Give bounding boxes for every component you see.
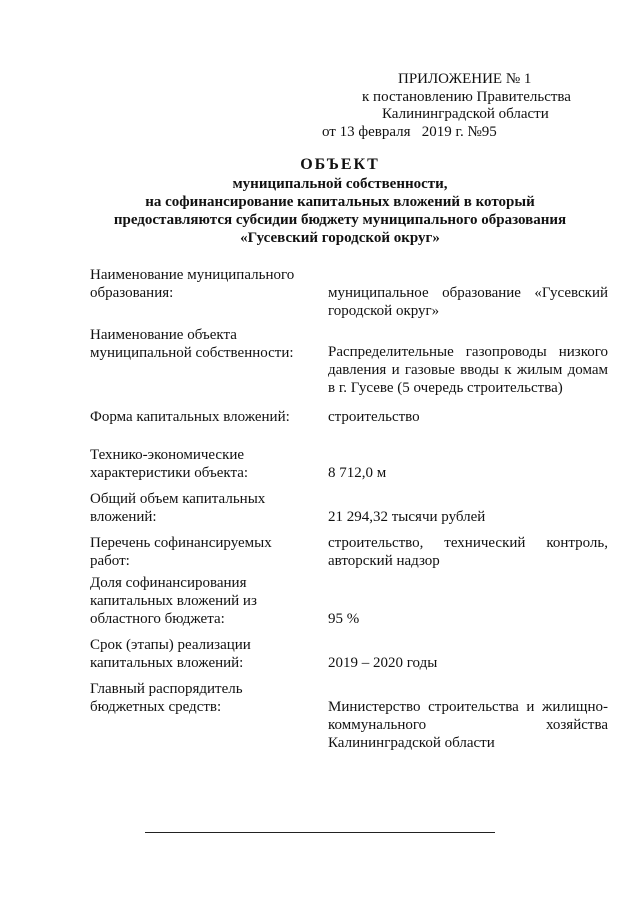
field-label [90, 266, 310, 302]
value-line: Калининградской области [328, 735, 495, 751]
title-main: ОБЪЕКТ [300, 156, 380, 173]
title-line: муниципальной собственности, [232, 176, 448, 192]
value-line: городской округ» [328, 303, 440, 319]
closing-divider-line [145, 832, 495, 833]
label-line: Перечень софинансируемых работ: [90, 535, 272, 569]
label-line: муниципальной собственности: [90, 345, 294, 361]
value-line: строительство [328, 409, 420, 425]
value-line: 8 712,0 м [328, 465, 387, 481]
value-line: Распределительные газопроводы низкого [328, 344, 608, 360]
field-value [328, 284, 608, 320]
field-value [328, 464, 608, 482]
value-line: 2019 – 2020 годы [328, 655, 438, 671]
title-line: «Гусевский городской округ» [240, 230, 440, 246]
value-line: строительство, технический контроль, [328, 535, 608, 551]
label-line: Наименование объекта [90, 327, 237, 343]
field-label [90, 446, 310, 482]
label-line: Главный распорядитель [90, 681, 243, 697]
label-line: Доля софинансирования [90, 575, 247, 591]
field-label [90, 326, 310, 362]
value-line: авторский надзор [328, 553, 440, 569]
field-label [90, 636, 310, 672]
label-line: бюджетных средств: [90, 699, 222, 715]
label-line: капитальных вложений из [90, 593, 257, 609]
value-line: давления и газовые вводы к жилым домам [328, 362, 608, 378]
appendix-title: ПРИЛОЖЕНИЕ № 1 [398, 71, 532, 87]
region-name: Калининградской области [382, 106, 549, 122]
field-value [328, 534, 608, 570]
field-value [328, 698, 608, 752]
field-value [328, 610, 608, 628]
value-line: Министерство строительства и жилищно- [328, 699, 608, 715]
field-value [328, 508, 608, 526]
label-line: Общий объем капитальных [90, 491, 266, 507]
field-label [90, 680, 310, 716]
resolution-reference: к постановлению Правительства [362, 89, 571, 105]
field-label [90, 490, 310, 526]
value-line: 21 294,32 тысячи рублей [328, 509, 486, 525]
label-line: областного бюджета: [90, 611, 225, 627]
value-line: муниципальное образование «Гусевский [328, 285, 608, 301]
field-value [328, 408, 608, 426]
label-line: Наименование муниципального [90, 267, 295, 283]
label-line: характеристики объекта: [90, 465, 249, 481]
title-line: предоставляются субсидии бюджету муниципального образования [113, 212, 567, 228]
value-line: 95 % [328, 611, 360, 627]
field-label [90, 574, 310, 628]
label-line: образования: [90, 285, 174, 301]
field-value [328, 343, 608, 397]
value-line: коммунального хозяйства [328, 717, 608, 733]
label-line: Срок (этапы) реализации [90, 637, 251, 653]
field-label [90, 408, 310, 426]
label-line: капитальных вложений: [90, 655, 244, 671]
field-value [328, 654, 608, 672]
document-title [60, 155, 620, 247]
label-line: Технико-экономические [90, 447, 245, 463]
title-line: на софинансирование капитальных вложений в который [145, 194, 535, 210]
value-line: в г. Гусеве (5 очередь строительства) [328, 380, 563, 396]
label-line: Форма капитальных вложений: [90, 409, 290, 425]
resolution-date-number: от 13 февраля 2019 г. №95 [322, 124, 497, 140]
label-line: вложений: [90, 509, 157, 525]
field-label [90, 534, 310, 570]
